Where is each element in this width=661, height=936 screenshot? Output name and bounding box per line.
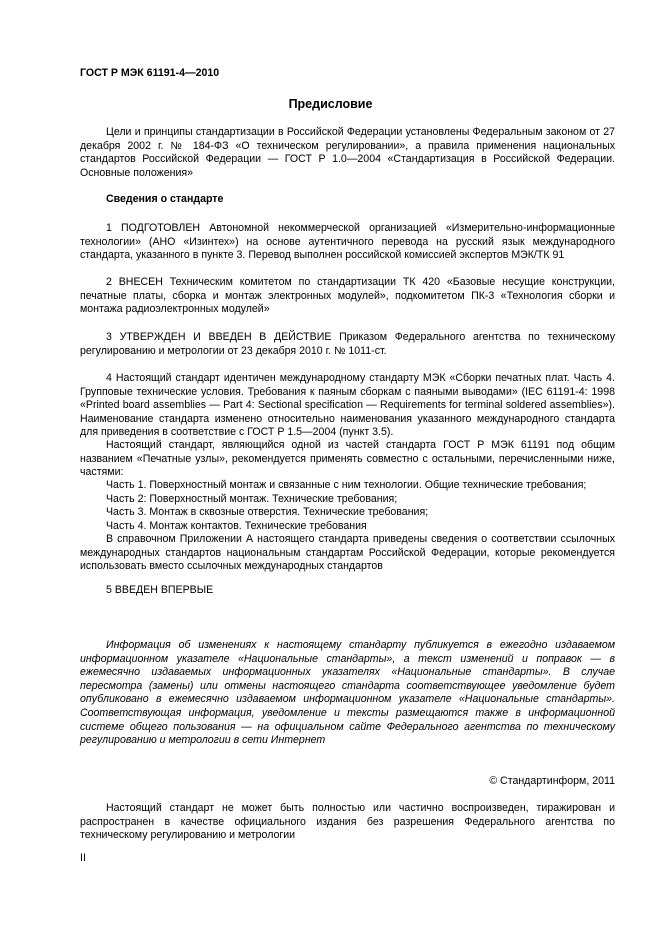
parts-list-item: Часть 3. Монтаж в сквозные отверстия. Технические требования;	[106, 506, 429, 519]
info-notice-paragraph: Информация об изменениях к настоящему стандарту публикуется в ежегодно издаваемом информационном указателе «Национальные стандарты», а текст изменений и поправок — в ежемесячно издаваемых информационных указателях «Национальные стандарты». В случае пересмотра (замены) или отмены настоящего стандарта соответствующее уведомление будет опубликовано в ежемесячно издаваемом информационном указателе «Национальные стандарты». Соответствующая информация, уведомление и тексты размещаются также в информационной системе общего пользования — на официальном сайте Федерального агентства по техническому регулированию и метрологии в сети Интернет	[80, 639, 615, 747]
section-subtitle: Сведения о стандарте	[106, 193, 224, 205]
intro-paragraph: Цели и принципы стандартизации в Российской Федерации установлены Федеральным законом от 27 декабря 2002 г. № 184-ФЗ «О техническом регулировании», а правила применения национальных стандартов Российской Федерации — ГОСТ Р 1.0—2004 «Стандартизация в Российской Федерации. Основные положения»	[80, 126, 615, 179]
item-2-paragraph: 2 ВНЕСЕН Техническим комитетом по стандартизации ТК 420 «Базовые несущие конструкции, печатные платы, сборка и монтаж электронных модулей», подкомитетом ПК-3 «Технология сборки и монтажа радиоэлектронных модулей»	[80, 276, 615, 316]
parts-list-item: Часть 2: Поверхностный монтаж. Технические требования;	[106, 492, 398, 505]
parts-list-item: Часть 1. Поверхностный монтаж и связанные с ним технологии. Общие технические требования;	[106, 479, 587, 491]
item-3-paragraph: 3 УТВЕРЖДЕН И ВВЕДЕН В ДЕЙСТВИЕ Приказом Федерального агентства по техническому регулированию и метрологии от 23 декабря 2010 г. № 1011-ст.	[80, 331, 615, 357]
item-1-paragraph: 1 ПОДГОТОВЛЕН Автономной некоммерческой организацией «Измерительно-информационные технологии» (АНО «Изинтех») на основе аутентичного перевода на русский язык международного стандарта, указанного в пункте 3. Перевод выполнен российской комиссией экспертов МЭК/ТК 91	[80, 222, 615, 262]
page-title: Предисловие	[288, 97, 373, 111]
item-5-paragraph: 5 ВВЕДЕН ВПЕРВЫЕ	[106, 584, 214, 596]
item-4-paragraph: 4 Настоящий стандарт идентичен международному стандарту МЭК «Сборки печатных плат. Часть 4. Групповые технические условия. Требования к паяным сборкам с паяными выводами» (IEC 61191-4: 1998 «Printed board assemblies — Part 4: Sectional specification — Requirements for terminal soldered assemblies»). Наименование стандарта изменено относительно наименования указанного международного стандарта для приведения в соответствие с ГОСТ Р 1.5—2004 (пункт 3.5).	[80, 372, 615, 439]
document-header: ГОСТ Р МЭК 61191-4—2010	[80, 67, 220, 79]
parts-list-item: Часть 4. Монтаж контактов. Технические требования	[106, 519, 367, 532]
item-4-continuation: Настоящий стандарт, являющийся одной из частей стандарта ГОСТ Р МЭК 61191 под общим названием «Печатные узлы», рекомендуется применять совместно с остальными, перечисленными ниже, частями:	[80, 439, 615, 479]
copyright-line: © Стандартинформ, 2011	[489, 775, 615, 787]
parts-list	[106, 479, 615, 533]
rights-notice-paragraph: Настоящий стандарт не может быть полностью или частично воспроизведен, тиражирован и распространен в качестве официального издания без разрешения Федерального агентства по техническому регулированию и метрологии	[80, 802, 615, 842]
item-4-reference-paragraph: В справочном Приложении А настоящего стандарта приведены сведения о соответствии ссылочных международных стандартов национальным стандартам Российской Федерации, которые рекомендуется использовать вместо ссылочных международных стандартов	[80, 533, 615, 573]
page-number: II	[80, 852, 86, 864]
